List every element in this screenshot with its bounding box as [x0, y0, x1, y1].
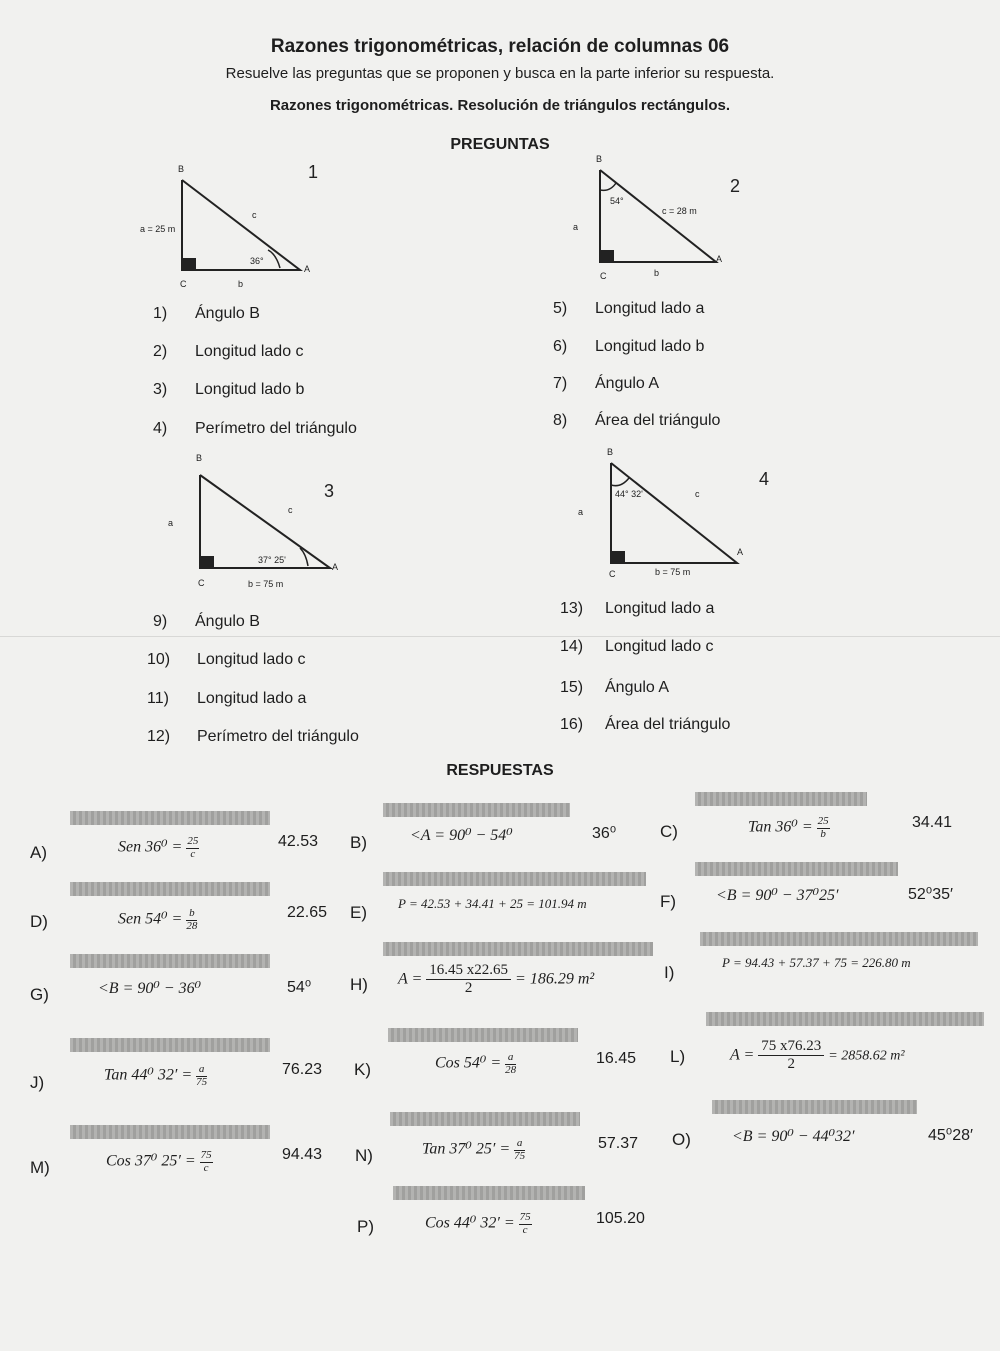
question-9: 9) Ángulo B [153, 613, 260, 630]
angle-label: 37° 25' [258, 555, 286, 565]
question-15: 15) Ángulo A [560, 679, 670, 696]
angle-label: 36° [250, 256, 264, 266]
figure-number: 1 [308, 162, 319, 182]
question-14: 14) Longitud lado c [560, 638, 714, 655]
answer-formula-g: <B = 90⁰ − 36⁰ [98, 980, 201, 997]
answer-formula-l: A = $\frac{75 x76.23}{2}$ = 2858.62 m² [730, 1038, 905, 1073]
triangle-figure-2 [570, 152, 770, 292]
vertex-label-c: C [600, 271, 607, 281]
triangle-figure-1 [140, 160, 340, 300]
answer-formula-i: P = 94.43 + 57.37 + 75 = 226.80 m [722, 955, 911, 970]
question-8: 8) Área del triángulo [553, 412, 721, 429]
answer-label-f: F) [660, 892, 677, 911]
answer-formula-e: P = 42.53 + 34.41 + 25 = 101.94 m [398, 896, 587, 911]
side-label-a: a [578, 507, 584, 517]
answer-cover-bar [393, 1186, 585, 1200]
answer-label-i: I) [664, 963, 675, 982]
question-5: 5) Longitud lado a [553, 300, 705, 317]
answer-formula-o: <B = 90⁰ − 44⁰32′ [732, 1128, 855, 1145]
answer-cover-bar [70, 1125, 270, 1139]
triangle-figure-4 [575, 445, 775, 590]
answer-value-n: 57.37 [598, 1135, 639, 1152]
question-1: 1) Ángulo B [153, 305, 260, 322]
figure-number: 2 [730, 176, 741, 196]
answer-label-j: J) [30, 1073, 45, 1092]
section-title: Razones trigonométricas. Resolución de triángulos rectángulos. [269, 97, 731, 114]
question-13: 13) Longitud lado a [560, 600, 715, 617]
side-label-c: c [288, 505, 293, 515]
vertex-label-b: B [607, 447, 614, 457]
answer-value-a: 42.53 [278, 833, 319, 850]
answer-formula-m: Cos 37⁰ 25′ = $\frac{75}{c}$ [106, 1149, 212, 1174]
answer-cover-bar [383, 803, 570, 817]
answer-label-m: M) [30, 1158, 50, 1177]
answer-cover-bar [390, 1112, 580, 1126]
question-10: 10) Longitud lado c [147, 651, 306, 668]
answer-value-p: 105.20 [596, 1210, 645, 1227]
answer-formula-h: A = $\frac{16.45 x22.65}{2}$ = 186.29 m² [398, 962, 595, 997]
question-2: 2) Longitud lado c [153, 343, 304, 360]
question-16: 16) Área del triángulo [560, 716, 731, 733]
side-label-c: c = 28 m [662, 206, 697, 216]
question-3: 3) Longitud lado b [153, 381, 305, 398]
answer-cover-bar [700, 932, 978, 946]
angle-label: 54° [610, 196, 624, 206]
answer-value-m: 94.43 [282, 1146, 323, 1163]
answer-value-g: 54⁰ [287, 979, 312, 996]
answer-formula-a: Sen 36⁰ = $\frac{25}{c}$ [118, 835, 199, 860]
answer-cover-bar [383, 872, 646, 886]
answer-formula-d: Sen 54⁰ = $\frac{b}{28}$ [118, 907, 198, 932]
answer-label-b: B) [350, 833, 367, 852]
answer-formula-k: Cos 54⁰ = $\frac{a}{28}$ [435, 1051, 517, 1076]
triangle-figure-3 [160, 450, 360, 600]
page-fold-line [0, 636, 1000, 637]
question-4: 4) Perímetro del triángulo [153, 420, 357, 437]
answer-value-k: 16.45 [596, 1050, 637, 1067]
answer-label-a: A) [30, 843, 47, 862]
answer-label-d: D) [30, 912, 48, 931]
questions-heading: PREGUNTAS [450, 136, 550, 153]
angle-label: 44° 32' [615, 489, 643, 499]
answer-value-c: 34.41 [912, 814, 953, 831]
vertex-label-a: A [304, 264, 311, 274]
answer-label-k: K) [354, 1060, 371, 1079]
side-label-c: c [252, 210, 257, 220]
answer-label-e: E) [350, 903, 367, 922]
answer-formula-n: Tan 37⁰ 25′ = $\frac{a}{75}$ [422, 1137, 526, 1162]
side-label-a: a = 25 m [140, 224, 176, 234]
figure-number: 3 [324, 481, 335, 501]
answer-cover-bar [695, 862, 898, 876]
vertex-label-c: C [198, 578, 205, 588]
answer-value-j: 76.23 [282, 1061, 323, 1078]
answer-label-n: N) [355, 1146, 373, 1165]
answer-cover-bar [383, 942, 653, 956]
answer-formula-b: <A = 90⁰ − 54⁰ [410, 827, 513, 844]
vertex-label-a: A [737, 547, 744, 557]
answer-value-o: 45⁰28′ [928, 1127, 974, 1144]
answer-value-d: 22.65 [287, 904, 328, 921]
answer-cover-bar [70, 954, 270, 968]
vertex-label-b: B [196, 453, 203, 463]
answer-cover-bar [70, 1038, 270, 1052]
answers-heading: RESPUESTAS [446, 762, 554, 779]
side-label-c: c [695, 489, 700, 499]
question-12: 12) Perímetro del triángulo [147, 728, 359, 745]
answer-formula-f: <B = 90⁰ − 37⁰25′ [716, 887, 839, 904]
answer-label-h: H) [350, 975, 368, 994]
answer-cover-bar [388, 1028, 578, 1042]
answer-cover-bar [712, 1100, 917, 1114]
answer-value-b: 36⁰ [592, 825, 617, 842]
page-title: Razones trigonométricas, relación de columnas 06 [270, 36, 730, 57]
side-label-a: a [168, 518, 174, 528]
vertex-label-b: B [178, 164, 185, 174]
answer-cover-bar [70, 811, 270, 825]
answer-formula-j: Tan 44⁰ 32′ = $\frac{a}{75}$ [104, 1063, 208, 1088]
vertex-label-b: B [596, 154, 603, 164]
side-label-b: b = 75 m [655, 567, 691, 577]
question-11: 11) Longitud lado a [147, 690, 307, 707]
side-label-a: a [573, 222, 579, 232]
question-7: 7) Ángulo A [553, 375, 660, 392]
vertex-label-c: C [609, 569, 616, 579]
answer-cover-bar [706, 1012, 984, 1026]
answer-label-p: P) [357, 1217, 374, 1236]
answer-value-f: 52⁰35′ [908, 886, 954, 903]
answer-label-c: C) [660, 822, 678, 841]
answer-label-g: G) [30, 985, 49, 1004]
side-label-b: b [238, 279, 244, 289]
page-subtitle: Resuelve las preguntas que se proponen y busca en la parte inferior su respuesta. [225, 65, 775, 82]
answer-formula-p: Cos 44⁰ 32′ = $\frac{75}{c}$ [425, 1211, 531, 1236]
question-6: 6) Longitud lado b [553, 338, 705, 355]
vertex-label-c: C [180, 279, 187, 289]
answer-label-o: O) [672, 1130, 691, 1149]
side-label-b: b = 75 m [248, 579, 284, 589]
vertex-label-a: A [716, 254, 723, 264]
side-label-b: b [654, 268, 660, 278]
vertex-label-a: A [332, 562, 339, 572]
answer-formula-c: Tan 36⁰ = $\frac{25}{b}$ [748, 815, 829, 840]
figure-number: 4 [759, 469, 770, 489]
answer-label-l: L) [670, 1047, 686, 1066]
answer-cover-bar [695, 792, 867, 806]
answer-cover-bar [70, 882, 270, 896]
